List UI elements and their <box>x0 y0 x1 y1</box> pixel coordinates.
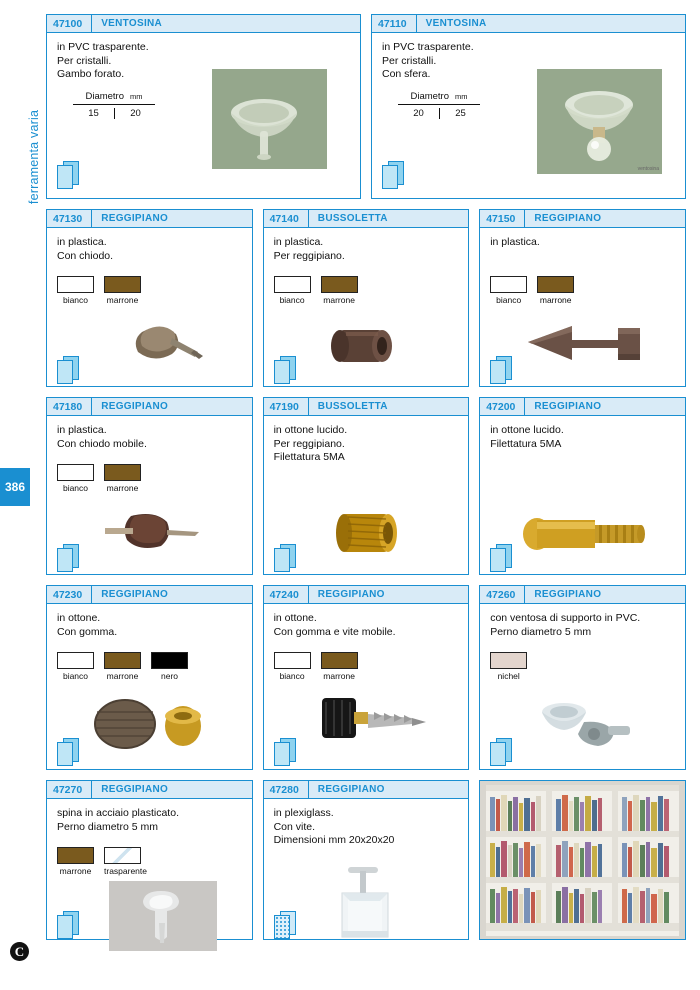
card-body <box>264 604 469 768</box>
product-code: 47100 <box>53 17 83 30</box>
desc-line: in ottone. <box>57 612 101 624</box>
swatch-label: marrone <box>59 866 92 876</box>
swatch-chip-bianco <box>274 276 311 293</box>
header-divider <box>524 586 525 604</box>
desc-line: in plastica. <box>57 236 107 248</box>
product-description <box>274 612 396 639</box>
swatch-label: marrone <box>539 295 572 305</box>
diameter-header <box>73 91 155 105</box>
swatch <box>321 652 358 681</box>
swatch-chip-marrone <box>537 276 574 293</box>
product-photo <box>296 688 456 756</box>
product-photo <box>537 69 662 174</box>
header-divider <box>416 15 417 33</box>
product-description <box>490 424 564 451</box>
packaging-icon <box>274 911 294 937</box>
product-photo <box>520 312 680 378</box>
header-divider <box>308 210 309 228</box>
color-swatches <box>57 847 147 876</box>
header-divider <box>524 210 525 228</box>
card-header <box>47 15 360 33</box>
swatch-label: trasparente <box>104 866 147 876</box>
card-body <box>47 33 360 197</box>
catalog-row-5 <box>46 780 686 940</box>
product-description <box>274 236 345 263</box>
color-swatches <box>57 464 141 493</box>
swatch-chip-marrone <box>104 276 141 293</box>
swatch <box>274 652 311 681</box>
product-card-47110[interactable] <box>371 14 686 199</box>
desc-line: Dimensioni mm 20x20x20 <box>273 834 395 846</box>
product-card-47230[interactable] <box>46 585 253 770</box>
desc-line: in ottone. <box>273 612 317 624</box>
desc-line: in ottone lucido. <box>490 424 564 436</box>
desc-line: Gambo forato. <box>57 68 125 80</box>
product-title: BUSSOLETTA <box>317 213 388 224</box>
header-divider <box>91 781 92 799</box>
card-header <box>47 398 252 416</box>
product-card-47100[interactable] <box>46 14 361 199</box>
packaging-icon <box>57 161 77 187</box>
catalog-row-2 <box>46 209 686 387</box>
card-header <box>264 586 469 604</box>
swatch-label: bianco <box>279 671 305 681</box>
category-label: ferramenta varia <box>27 109 41 205</box>
product-description <box>274 807 395 848</box>
swatch-label: marrone <box>323 295 355 305</box>
swatch-label: bianco <box>279 295 305 305</box>
swatch <box>274 276 311 305</box>
desc-line: Perno diametro 5 mm <box>57 820 158 833</box>
desc-line: Filettatura 5MA <box>273 451 345 463</box>
product-title: REGGIPIANO <box>101 213 169 224</box>
swatch <box>537 276 574 305</box>
desc-line: in plastica. <box>57 424 107 436</box>
swatch-label: marrone <box>323 671 355 681</box>
product-card-47270[interactable] <box>46 780 253 940</box>
diameter-unit: mm <box>130 92 143 101</box>
product-code: 47200 <box>486 400 516 413</box>
product-photo <box>316 314 426 380</box>
swatch <box>104 276 141 305</box>
product-title: VENTOSINA <box>425 18 487 29</box>
card-header <box>480 398 685 416</box>
desc-line: Con gomma. <box>57 625 118 638</box>
desc-line: Con vite. <box>273 820 316 833</box>
header-divider <box>91 586 92 604</box>
packaging-icon <box>57 738 77 764</box>
header-divider <box>91 398 92 416</box>
product-photo <box>109 881 217 951</box>
desc-line: Con chiodo. <box>57 249 114 262</box>
card-body <box>372 33 685 197</box>
desc-line: in PVC trasparente. <box>57 41 149 53</box>
card-body <box>47 416 252 573</box>
swatch-chip-trasparente <box>104 847 141 864</box>
desc-line: Filettatura 5MA <box>490 437 562 450</box>
product-code: 47260 <box>486 588 516 601</box>
product-description <box>490 612 640 639</box>
product-photo <box>79 692 239 754</box>
card-header <box>480 210 685 228</box>
swatch-label: marrone <box>106 671 139 681</box>
swatch-chip-nichel <box>490 652 527 669</box>
swatch-label: nichel <box>497 671 520 681</box>
product-description <box>274 424 348 465</box>
card-body <box>480 228 685 385</box>
swatch-label: marrone <box>106 295 139 305</box>
product-card-47130[interactable] <box>46 209 253 387</box>
illustration-bookshelf <box>479 780 686 940</box>
swatch <box>321 276 358 305</box>
desc-line: in plexiglass. <box>273 807 334 819</box>
product-photo <box>97 500 227 566</box>
diameter-label: Diametro <box>85 91 125 102</box>
product-card-47240[interactable] <box>263 585 470 770</box>
product-code: 47280 <box>269 783 299 796</box>
catalog-grid <box>46 14 686 950</box>
swatch <box>57 276 94 305</box>
packaging-icon <box>57 911 77 937</box>
desc-line: Con sfera. <box>382 68 431 80</box>
swatch-chip-marrone <box>321 276 358 293</box>
product-title: REGGIPIANO <box>317 589 385 600</box>
product-card-47180[interactable] <box>46 397 253 575</box>
product-title: REGGIPIANO <box>101 401 169 412</box>
diameter-table <box>398 91 481 119</box>
product-code: 47110 <box>378 17 407 30</box>
product-code: 47130 <box>53 212 83 225</box>
packaging-icon <box>57 356 77 382</box>
swatch-chip-marrone <box>104 652 141 669</box>
swatch-chip-bianco <box>57 652 94 669</box>
swatch-chip-bianco <box>57 464 94 481</box>
product-title: REGGIPIANO <box>101 784 169 795</box>
color-swatches <box>57 652 188 681</box>
card-body <box>264 416 469 573</box>
publisher-logo: C <box>10 942 29 961</box>
card-body <box>264 799 469 938</box>
card-header <box>480 586 685 604</box>
product-photo <box>314 861 434 947</box>
packaging-icon <box>57 544 77 570</box>
desc-line: in plastica. <box>490 236 540 248</box>
packaging-icon <box>274 738 294 764</box>
desc-line: Con gomma e vite mobile. <box>273 625 396 638</box>
product-card-47200[interactable] <box>479 397 686 575</box>
swatch <box>104 847 147 876</box>
product-photo <box>312 500 432 570</box>
header-divider <box>308 586 309 604</box>
catalog-row-1 <box>46 14 686 199</box>
card-body <box>480 604 685 768</box>
swatch-chip-bianco <box>490 276 527 293</box>
product-photo <box>212 69 327 169</box>
card-header <box>47 210 252 228</box>
product-title: REGGIPIANO <box>101 589 169 600</box>
card-header <box>264 781 469 799</box>
product-title: VENTOSINA <box>101 18 163 29</box>
color-swatches <box>57 276 141 305</box>
swatch-chip-bianco <box>57 276 94 293</box>
swatch <box>104 652 141 681</box>
product-description <box>490 236 540 250</box>
swatch-label: marrone <box>106 483 139 493</box>
product-card-47150[interactable] <box>479 209 686 387</box>
header-divider <box>308 781 309 799</box>
card-header <box>47 586 252 604</box>
diameter-value: 25 <box>439 108 481 119</box>
desc-line: Per reggipiano. <box>273 249 345 262</box>
header-divider <box>91 210 92 228</box>
desc-line: Con chiodo mobile. <box>57 437 147 450</box>
swatch-label: bianco <box>496 295 522 305</box>
page-number-tab: 386 <box>0 468 30 506</box>
product-photo <box>515 502 680 566</box>
swatch <box>57 847 94 876</box>
header-divider <box>308 398 309 416</box>
swatch <box>490 276 527 305</box>
desc-line: Per cristalli. <box>57 54 112 67</box>
swatch-label: bianco <box>62 671 89 681</box>
packaging-icon <box>490 356 510 382</box>
card-header <box>264 398 469 416</box>
photo-caption: ventosina <box>637 166 659 172</box>
card-body <box>480 416 685 573</box>
swatch-label: bianco <box>62 483 89 493</box>
diameter-value: 20 <box>114 108 156 119</box>
diameter-value: 20 <box>413 108 424 119</box>
product-code: 47230 <box>53 588 83 601</box>
card-body <box>264 228 469 385</box>
swatch-chip-marrone <box>57 847 94 864</box>
diameter-value: 15 <box>88 108 99 119</box>
card-header <box>47 781 252 799</box>
packaging-icon <box>274 544 294 570</box>
swatch <box>57 464 94 493</box>
desc-line: Per cristalli. <box>382 54 437 67</box>
product-code: 47140 <box>269 212 299 225</box>
product-photo <box>520 688 670 758</box>
product-card-47140[interactable] <box>263 209 470 387</box>
product-card-47280[interactable] <box>263 780 470 940</box>
catalog-row-3 <box>46 397 686 575</box>
product-description <box>57 41 149 82</box>
swatch-chip-bianco <box>274 652 311 669</box>
product-code: 47180 <box>53 400 83 413</box>
swatch-chip-nero <box>151 652 188 669</box>
color-swatches <box>490 652 527 681</box>
product-title: BUSSOLETTA <box>317 401 388 412</box>
diameter-unit: mm <box>455 92 468 101</box>
product-code: 47240 <box>269 588 299 601</box>
product-description <box>57 236 113 263</box>
product-title: REGGIPIANO <box>534 401 602 412</box>
packaging-icon <box>382 161 402 187</box>
swatch <box>57 652 94 681</box>
color-swatches <box>274 276 358 305</box>
swatch-chip-marrone <box>321 652 358 669</box>
swatch-label: bianco <box>62 295 89 305</box>
left-rail <box>0 0 41 990</box>
card-header <box>264 210 469 228</box>
card-body <box>47 604 252 768</box>
color-swatches <box>490 276 574 305</box>
swatch-chip-marrone <box>104 464 141 481</box>
diameter-table <box>73 91 156 119</box>
catalog-row-4 <box>46 585 686 770</box>
header-divider <box>524 398 525 416</box>
product-code: 47190 <box>269 400 299 413</box>
product-description <box>57 612 117 639</box>
desc-line: Per reggipiano. <box>273 437 345 450</box>
packaging-icon <box>274 356 294 382</box>
product-card-47190[interactable] <box>263 397 470 575</box>
product-card-47260[interactable] <box>479 585 686 770</box>
product-title: REGGIPIANO <box>534 213 602 224</box>
swatch <box>104 464 141 493</box>
product-code: 47150 <box>486 212 516 225</box>
diameter-label: Diametro <box>410 91 450 102</box>
desc-line: in ottone lucido. <box>273 424 348 436</box>
packaging-icon <box>490 738 510 764</box>
product-code: 47270 <box>53 783 83 796</box>
desc-line: in PVC trasparente. <box>382 41 474 53</box>
card-body <box>47 799 252 938</box>
product-title: REGGIPIANO <box>317 784 385 795</box>
swatch <box>490 652 527 681</box>
packaging-icon <box>490 544 510 570</box>
card-body <box>47 228 252 385</box>
product-title: REGGIPIANO <box>534 589 602 600</box>
color-swatches <box>274 652 358 681</box>
diameter-values <box>398 108 481 119</box>
diameter-header <box>398 91 480 105</box>
header-divider <box>91 15 92 33</box>
product-description <box>57 424 147 451</box>
desc-line: in plastica. <box>273 236 324 248</box>
diameter-values <box>73 108 156 119</box>
swatch <box>151 652 188 681</box>
product-description <box>57 807 179 834</box>
card-header <box>372 15 685 33</box>
desc-line: con ventosa di supporto in PVC. <box>490 612 641 624</box>
desc-line: Perno diametro 5 mm <box>490 625 592 638</box>
desc-line: spina in acciaio plasticato. <box>57 807 179 819</box>
product-photo <box>102 316 222 378</box>
swatch-label: nero <box>160 671 178 681</box>
product-description <box>382 41 474 82</box>
